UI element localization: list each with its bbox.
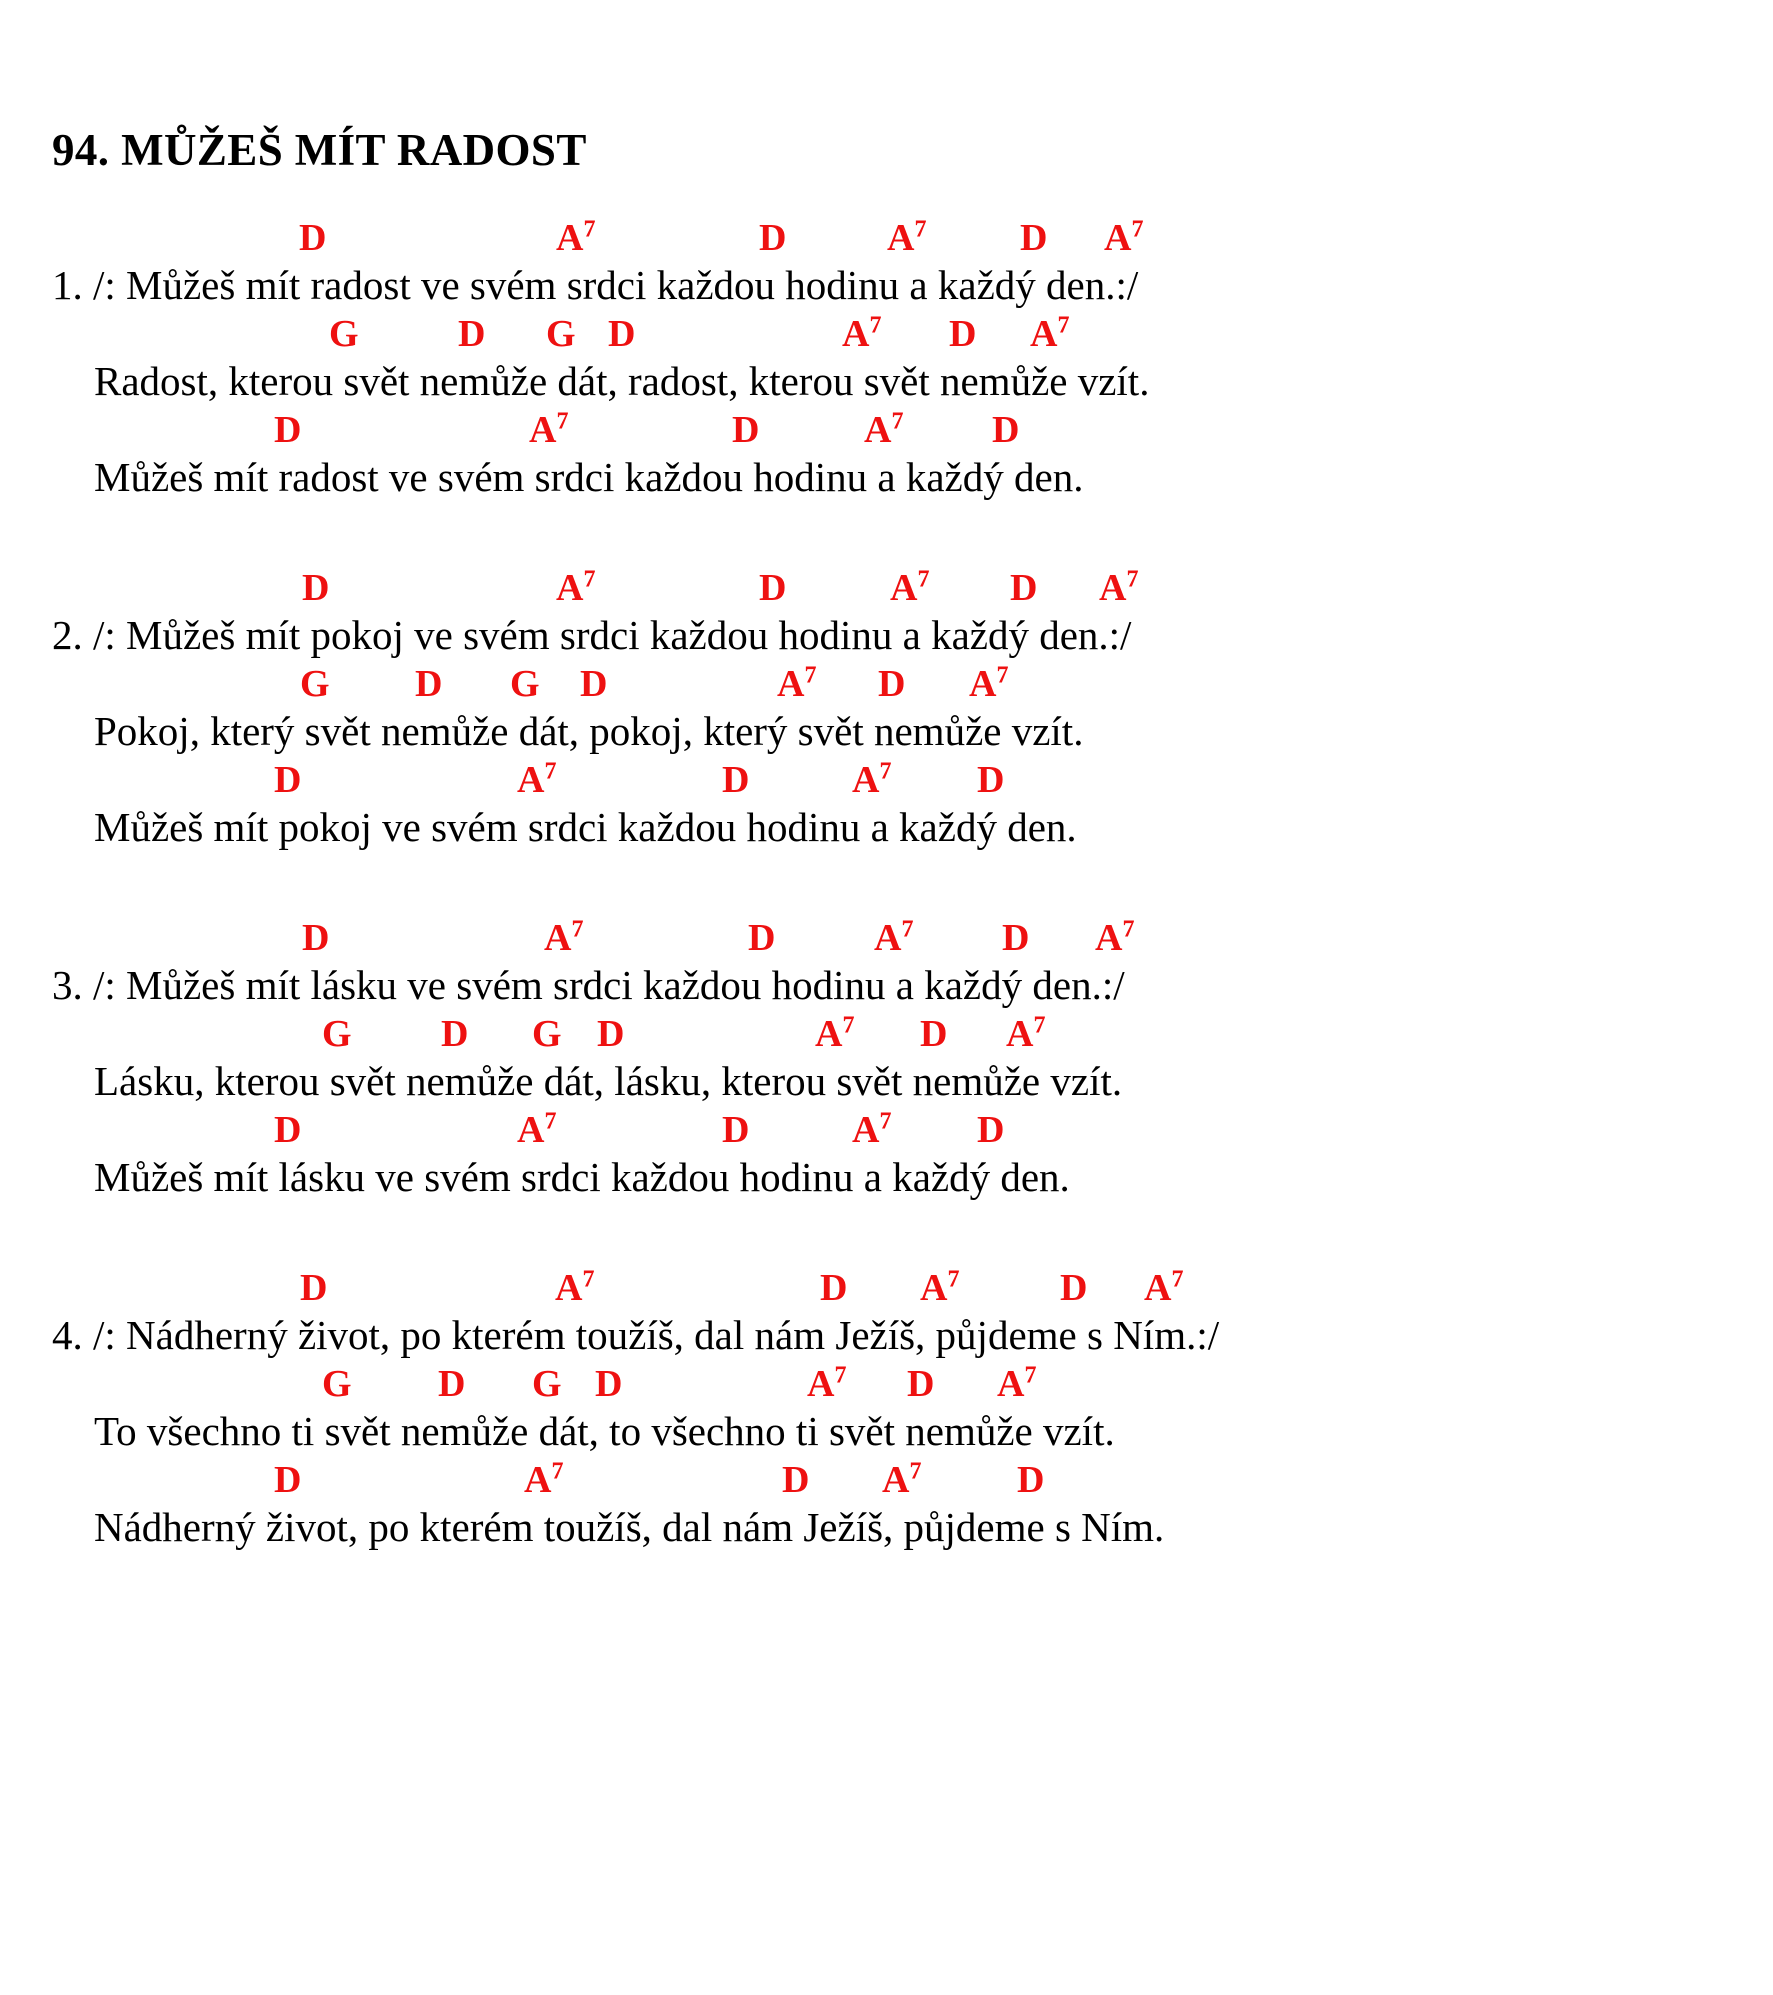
chord-label: $A^7$ xyxy=(1099,566,1139,609)
chord-label: $A^7$ xyxy=(1006,1012,1046,1055)
chord-label: D xyxy=(1010,567,1038,609)
chord-extension: 7 xyxy=(544,758,557,785)
chord-lyric-line xyxy=(52,1458,1773,1557)
chord-label: $A^7$ xyxy=(529,408,569,451)
chord-label: D xyxy=(977,759,1005,801)
chord-label: $A^7$ xyxy=(544,916,584,959)
chord-lyric-line xyxy=(52,312,1773,411)
chord-label: G xyxy=(510,663,540,705)
chord-label: D xyxy=(415,663,443,705)
chord-label: $A^7$ xyxy=(524,1458,564,1501)
chord-row xyxy=(52,216,1773,263)
chord-label: $A^7$ xyxy=(556,216,596,259)
chord-label: D xyxy=(920,1013,948,1055)
chord-extension: 7 xyxy=(891,408,904,435)
chord-label: D xyxy=(782,1459,810,1501)
verse-list xyxy=(52,216,1773,1557)
chord-label: D xyxy=(977,1109,1005,1151)
chord-label: D xyxy=(274,1109,302,1151)
lyric-row xyxy=(52,1313,1773,1365)
chord-extension: 7 xyxy=(1131,216,1144,243)
chord-label: D xyxy=(302,917,330,959)
chord-label: D xyxy=(732,409,760,451)
lyric-row xyxy=(52,359,1773,411)
chord-extension: 7 xyxy=(556,408,569,435)
chord-extension: 7 xyxy=(879,1108,892,1135)
chord-lyric-line xyxy=(52,662,1773,761)
lyric-text: 2. /: Můžeš mít pokoj ve svém srdci každou hodinu a každý den.:/ xyxy=(52,612,1132,658)
lyric-row xyxy=(52,1059,1773,1111)
chord-label: D xyxy=(992,409,1020,451)
verse xyxy=(52,1266,1773,1557)
chord-label: $A^7$ xyxy=(1144,1266,1184,1309)
lyric-row xyxy=(52,1409,1773,1461)
chord-extension: 7 xyxy=(914,216,927,243)
chord-label: G xyxy=(329,313,359,355)
lyric-text: Pokoj, který svět nemůže dát, pokoj, který svět nemůže vzít. xyxy=(94,708,1084,754)
chord-label: $A^7$ xyxy=(1030,312,1070,355)
chord-extension: 7 xyxy=(869,312,882,339)
chord-label: D xyxy=(759,567,787,609)
lyric-text: Lásku, kterou svět nemůže dát, lásku, kterou svět nemůže vzít. xyxy=(94,1058,1123,1104)
chord-label: D xyxy=(1002,917,1030,959)
chord-row xyxy=(52,1458,1773,1505)
lyric-text: Radost, kterou svět nemůže dát, radost, kterou svět nemůže vzít. xyxy=(94,358,1150,404)
chord-label: $A^7$ xyxy=(555,1266,595,1309)
chord-extension: 7 xyxy=(1057,312,1070,339)
lyric-row xyxy=(52,709,1773,761)
chord-row xyxy=(52,312,1773,359)
chord-lyric-line xyxy=(52,1108,1773,1207)
chord-row xyxy=(52,1108,1773,1155)
chord-extension: 7 xyxy=(583,566,596,593)
chord-row xyxy=(52,1362,1773,1409)
chord-label: $A^7$ xyxy=(852,758,892,801)
chord-extension: 7 xyxy=(947,1266,960,1293)
chord-extension: 7 xyxy=(582,1266,595,1293)
chord-label: D xyxy=(1020,217,1048,259)
chord-label: G xyxy=(532,1013,562,1055)
chord-label: D xyxy=(949,313,977,355)
chord-label: $A^7$ xyxy=(807,1362,847,1405)
chord-label: $A^7$ xyxy=(556,566,596,609)
lyric-row xyxy=(52,263,1773,315)
chord-label: $A^7$ xyxy=(777,662,817,705)
chord-extension: 7 xyxy=(879,758,892,785)
chord-label: $A^7$ xyxy=(969,662,1009,705)
chord-label: D xyxy=(438,1363,466,1405)
lyric-row xyxy=(52,1505,1773,1557)
chord-lyric-line xyxy=(52,566,1773,665)
chord-extension: 7 xyxy=(834,1362,847,1389)
chord-label: $A^7$ xyxy=(874,916,914,959)
chord-label: $A^7$ xyxy=(517,1108,557,1151)
chord-extension: 7 xyxy=(909,1458,922,1485)
chord-extension: 7 xyxy=(1122,916,1135,943)
chord-label: D xyxy=(608,313,636,355)
chord-label: D xyxy=(907,1363,935,1405)
chord-label: D xyxy=(580,663,608,705)
chord-label: D xyxy=(595,1363,623,1405)
chord-label: $A^7$ xyxy=(815,1012,855,1055)
chord-extension: 7 xyxy=(583,216,596,243)
lyric-text: 3. /: Můžeš mít lásku ve svém srdci každou hodinu a každý den.:/ xyxy=(52,962,1125,1008)
chord-label: $A^7$ xyxy=(1104,216,1144,259)
chord-label: $A^7$ xyxy=(842,312,882,355)
verse xyxy=(52,566,1773,857)
chord-extension: 7 xyxy=(571,916,584,943)
lyric-row xyxy=(52,1155,1773,1207)
chord-label: D xyxy=(1060,1267,1088,1309)
chord-label: D xyxy=(441,1013,469,1055)
chord-extension: 7 xyxy=(1024,1362,1037,1389)
chord-label: D xyxy=(1017,1459,1045,1501)
chord-label: D xyxy=(300,1267,328,1309)
chord-label: D xyxy=(302,567,330,609)
lyric-text: 4. /: Nádherný život, po kterém toužíš, dal nám Ježíš, půjdeme s Ním.:/ xyxy=(52,1312,1220,1358)
chord-lyric-line xyxy=(52,408,1773,507)
chord-extension: 7 xyxy=(917,566,930,593)
chord-label: $A^7$ xyxy=(1095,916,1135,959)
chord-label: $A^7$ xyxy=(864,408,904,451)
chord-label: G xyxy=(300,663,330,705)
page-title: 94. MŮŽEŠ MÍT RADOST xyxy=(52,125,587,175)
lyric-text: Nádherný život, po kterém toužíš, dal nám Ježíš, půjdeme s Ním. xyxy=(94,1504,1165,1550)
chord-label: D xyxy=(759,217,787,259)
chord-extension: 7 xyxy=(804,662,817,689)
chord-extension: 7 xyxy=(551,1458,564,1485)
chord-label: D xyxy=(878,663,906,705)
chord-label: $A^7$ xyxy=(852,1108,892,1151)
chord-extension: 7 xyxy=(901,916,914,943)
chord-label: G xyxy=(322,1363,352,1405)
chord-lyric-line xyxy=(52,1012,1773,1111)
lyric-row xyxy=(52,455,1773,507)
chord-label: D xyxy=(820,1267,848,1309)
chord-row xyxy=(52,566,1773,613)
lyric-row xyxy=(52,613,1773,665)
chord-label: D xyxy=(748,917,776,959)
chord-row xyxy=(52,662,1773,709)
chord-label: D xyxy=(299,217,327,259)
chord-label: G xyxy=(322,1013,352,1055)
chord-label: D xyxy=(597,1013,625,1055)
lyric-text: Můžeš mít pokoj ve svém srdci každou hodinu a každý den. xyxy=(94,804,1077,850)
chord-label: D xyxy=(722,759,750,801)
chord-label: $A^7$ xyxy=(920,1266,960,1309)
chord-label: G xyxy=(546,313,576,355)
lyric-text: 1. /: Můžeš mít radost ve svém srdci každou hodinu a každý den.:/ xyxy=(52,262,1139,308)
chord-label: $A^7$ xyxy=(517,758,557,801)
chord-lyric-line xyxy=(52,1266,1773,1365)
lyric-text: Můžeš mít radost ve svém srdci každou hodinu a každý den. xyxy=(94,454,1084,500)
chord-row xyxy=(52,758,1773,805)
chord-extension: 7 xyxy=(1126,566,1139,593)
chord-label: D xyxy=(458,313,486,355)
chord-lyric-line xyxy=(52,916,1773,1015)
verse xyxy=(52,916,1773,1207)
chord-extension: 7 xyxy=(544,1108,557,1135)
chord-label: D xyxy=(722,1109,750,1151)
chord-extension: 7 xyxy=(996,662,1009,689)
chord-lyric-line xyxy=(52,758,1773,857)
chord-row xyxy=(52,1012,1773,1059)
chord-label: D xyxy=(274,409,302,451)
chord-label: $A^7$ xyxy=(890,566,930,609)
verse xyxy=(52,216,1773,507)
chord-extension: 7 xyxy=(842,1012,855,1039)
chord-row xyxy=(52,1266,1773,1313)
chord-row xyxy=(52,916,1773,963)
chord-label: D xyxy=(274,759,302,801)
chord-extension: 7 xyxy=(1033,1012,1046,1039)
chord-label: $A^7$ xyxy=(882,1458,922,1501)
lyric-text: Můžeš mít lásku ve svém srdci každou hodinu a každý den. xyxy=(94,1154,1070,1200)
chord-label: D xyxy=(274,1459,302,1501)
chord-lyric-line xyxy=(52,216,1773,315)
lyric-text: To všechno ti svět nemůže dát, to všechno ti svět nemůže vzít. xyxy=(94,1408,1115,1454)
lyric-row xyxy=(52,805,1773,857)
chord-label: G xyxy=(532,1363,562,1405)
lyric-row xyxy=(52,963,1773,1015)
chord-label: $A^7$ xyxy=(887,216,927,259)
chord-label: $A^7$ xyxy=(997,1362,1037,1405)
chord-extension: 7 xyxy=(1171,1266,1184,1293)
chord-lyric-line xyxy=(52,1362,1773,1461)
chord-row xyxy=(52,408,1773,455)
